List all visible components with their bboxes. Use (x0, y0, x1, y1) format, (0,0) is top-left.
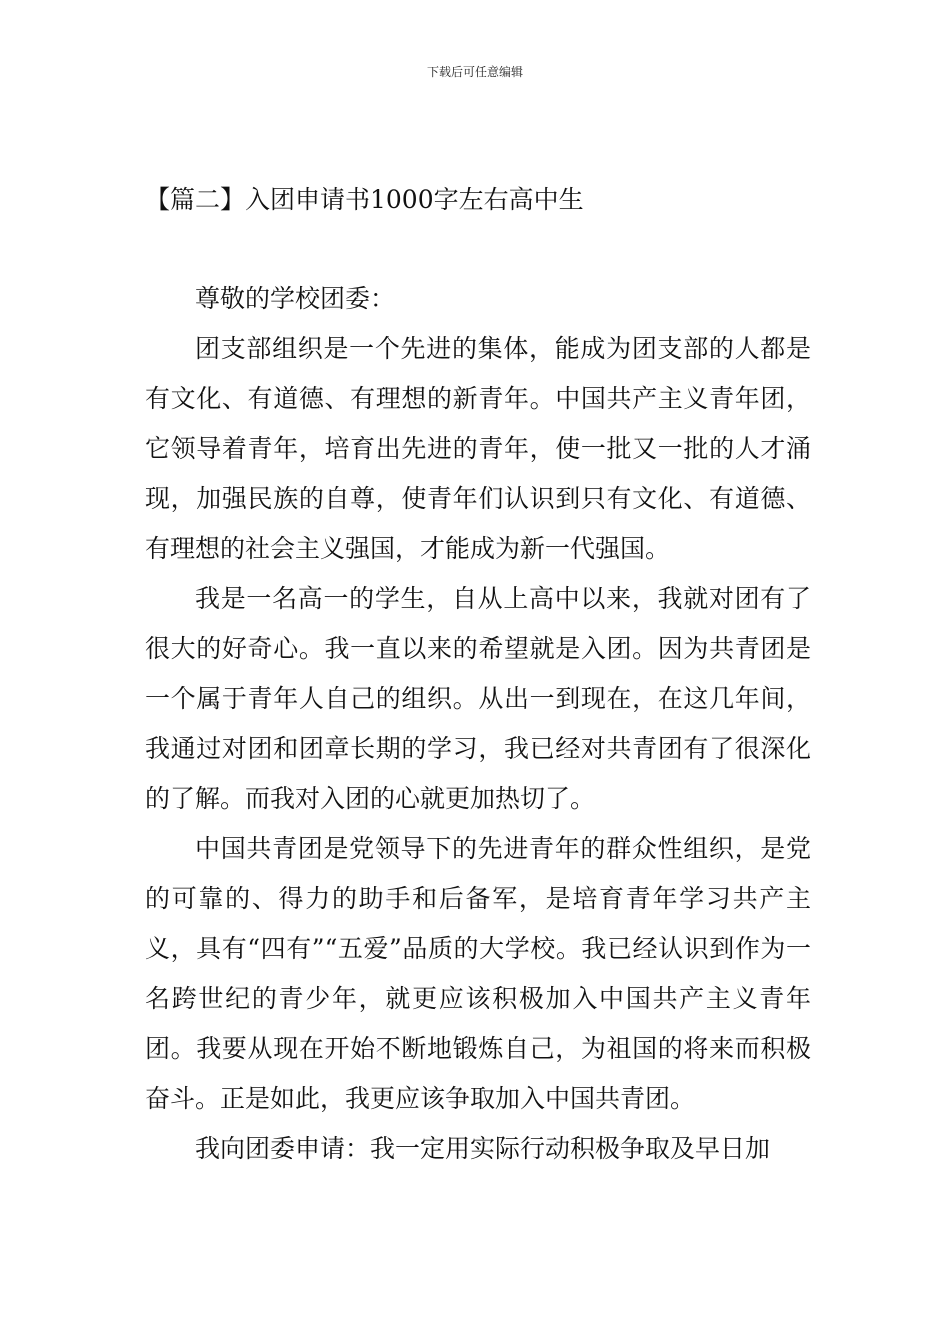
document-body (145, 274, 811, 1174)
paragraph-1: 团支部组织是一个先进的集体，能成为团支部的人都是有文化、有道德、有理想的新青年。中国共产主义青年团，它领导着青年，培育出先进的青年，使一批又一批的人才涌现，加强民族的自尊，使青年们认识到只有文化、有道德、有理想的社会主义强国，才能成为新一代强国。 (145, 334, 811, 563)
document-title: 【篇二】入团申请书1000字左右高中生 (145, 185, 584, 214)
salutation: 尊敬的学校团委： (195, 284, 396, 313)
paragraph-4: 我向团委申请：我一定用实际行动积极争取及早日加 (195, 1134, 771, 1163)
page-header-note: 下载后可任意编辑 (426, 65, 523, 79)
paragraph-2: 我是一名高一的学生，自从上高中以来，我就对团有了很大的好奇心。我一直以来的希望就是入团。因为共青团是一个属于青年人自己的组织。从出一到现在，在这几年间，我通过对团和团章长期的学习，我已经对共青团有了很深化的了解。而我对入团的心就更加热切了。 (145, 584, 811, 813)
paragraph-3: 中国共青团是党领导下的先进青年的群众性组织，是党的可靠的、得力的助手和后备军，是培育青年学习共产主义，具有“四有”“五爱”品质的大学校。我已经认识到作为一名跨世纪的青少年，就更应该积极加入中国共产主义青年团。我要从现在开始不断地锻炼自己，为祖国的将来而积极奋斗。正是如此，我更应该争取加入中国共青团。 (145, 834, 811, 1113)
